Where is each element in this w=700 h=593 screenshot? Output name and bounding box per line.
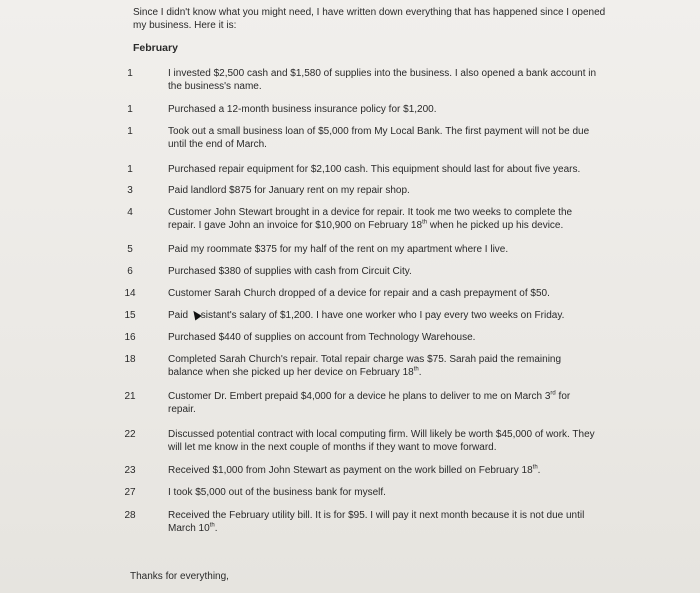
ordinal-suffix: th bbox=[413, 366, 419, 373]
entry-day: 14 bbox=[124, 288, 136, 299]
entry-text: Discussed potential contract with local computing firm. Will likely be worth $45,000 of work. They will let me know in the next couple of months if they want to move forward. bbox=[168, 429, 595, 453]
entry-text: Paid landlord $875 for January rent on my repair shop. bbox=[168, 185, 410, 196]
entry-text-part: Received the February utility bill. It is for $95. I will pay it next month because it is not due until March 10 bbox=[168, 510, 585, 534]
entry-text-part: when he picked up his device. bbox=[427, 220, 564, 231]
entry-text-part: . bbox=[418, 367, 422, 378]
entry-day: 23 bbox=[124, 465, 136, 476]
entry-day: 15 bbox=[124, 310, 136, 321]
intro-paragraph: Since I didn't know what you might need, I have written down everything that has happened since I opened my business. Here it is: bbox=[133, 7, 606, 31]
entry-text bbox=[168, 353, 598, 379]
entry-text-part: . bbox=[537, 465, 541, 476]
entry-day: 27 bbox=[124, 487, 136, 498]
entry-day: 3 bbox=[127, 185, 133, 196]
entry-text: I invested $2,500 cash and $1,580 of supplies into the business. I also opened a bank account in the business's name. bbox=[168, 68, 597, 92]
entry-text-part: Received $1,000 from John Stewart as payment on the work billed on February 18 bbox=[168, 465, 533, 476]
entry-day: 1 bbox=[127, 104, 133, 115]
entry-text: Purchased $380 of supplies with cash from Circuit City. bbox=[168, 266, 412, 277]
entry-day: 1 bbox=[127, 164, 133, 175]
entry-day: 22 bbox=[124, 429, 136, 440]
entry-text-part: Customer Dr. Embert prepaid $4,000 for a device he plans to deliver to me on March 3 bbox=[168, 391, 551, 402]
ordinal-suffix: th bbox=[532, 464, 538, 471]
entry-text bbox=[168, 309, 598, 322]
entry-day: 16 bbox=[124, 332, 136, 343]
entry-text: Purchased a 12-month business insurance policy for $1,200. bbox=[168, 104, 437, 115]
entry-text: I took $5,000 out of the business bank for myself. bbox=[168, 487, 386, 498]
ordinal-suffix: th bbox=[209, 522, 215, 529]
entry-text bbox=[168, 509, 598, 535]
entry-text-part: Customer John Stewart brought in a device for repair. It took me two weeks to complete the repair. I gave John an invoice for $10,900 on February 18 bbox=[168, 207, 573, 231]
entry-day: 21 bbox=[124, 391, 136, 402]
entry-text-part: sistant's salary of $1,200. I have one worker who I pay every two weeks on Friday. bbox=[200, 310, 565, 321]
entry-text: Customer Sarah Church dropped of a device for repair and a cash prepayment of $50. bbox=[168, 288, 550, 299]
entry-day: 5 bbox=[127, 244, 133, 255]
entry-text: Purchased $440 of supplies on account from Technology Warehouse. bbox=[168, 332, 476, 343]
entry-text: Paid my roommate $375 for my half of the rent on my apartment where I live. bbox=[168, 244, 509, 255]
closing-line: Thanks for everything, bbox=[130, 571, 229, 582]
entry-day: 18 bbox=[124, 354, 136, 365]
entry-text-part: for repair. bbox=[168, 391, 571, 415]
entry-day: 1 bbox=[127, 68, 133, 79]
entry-text: Took out a small business loan of $5,000 from My Local Bank. The first payment will not be due until the end of March. bbox=[168, 126, 590, 150]
ordinal-suffix: th bbox=[422, 219, 428, 226]
entry-text bbox=[168, 390, 598, 416]
entry-text bbox=[168, 464, 598, 477]
entry-day: 6 bbox=[127, 266, 133, 277]
entry-text: Purchased repair equipment for $2,100 cash. This equipment should last for about five years. bbox=[168, 164, 581, 175]
entry-day: 4 bbox=[127, 207, 133, 218]
entry-text-part: . bbox=[214, 523, 218, 534]
entry-text-part: Completed Sarah Church's repair. Total repair charge was $75. Sarah paid the remaining balance when she picked up her device on February 18 bbox=[168, 354, 562, 378]
entry-text-part: Paid bbox=[168, 310, 191, 321]
entry-text bbox=[168, 206, 598, 232]
entry-day: 28 bbox=[124, 510, 136, 521]
entry-day: 1 bbox=[127, 126, 133, 137]
ordinal-suffix: rd bbox=[550, 390, 556, 397]
month-heading: February bbox=[133, 42, 178, 54]
